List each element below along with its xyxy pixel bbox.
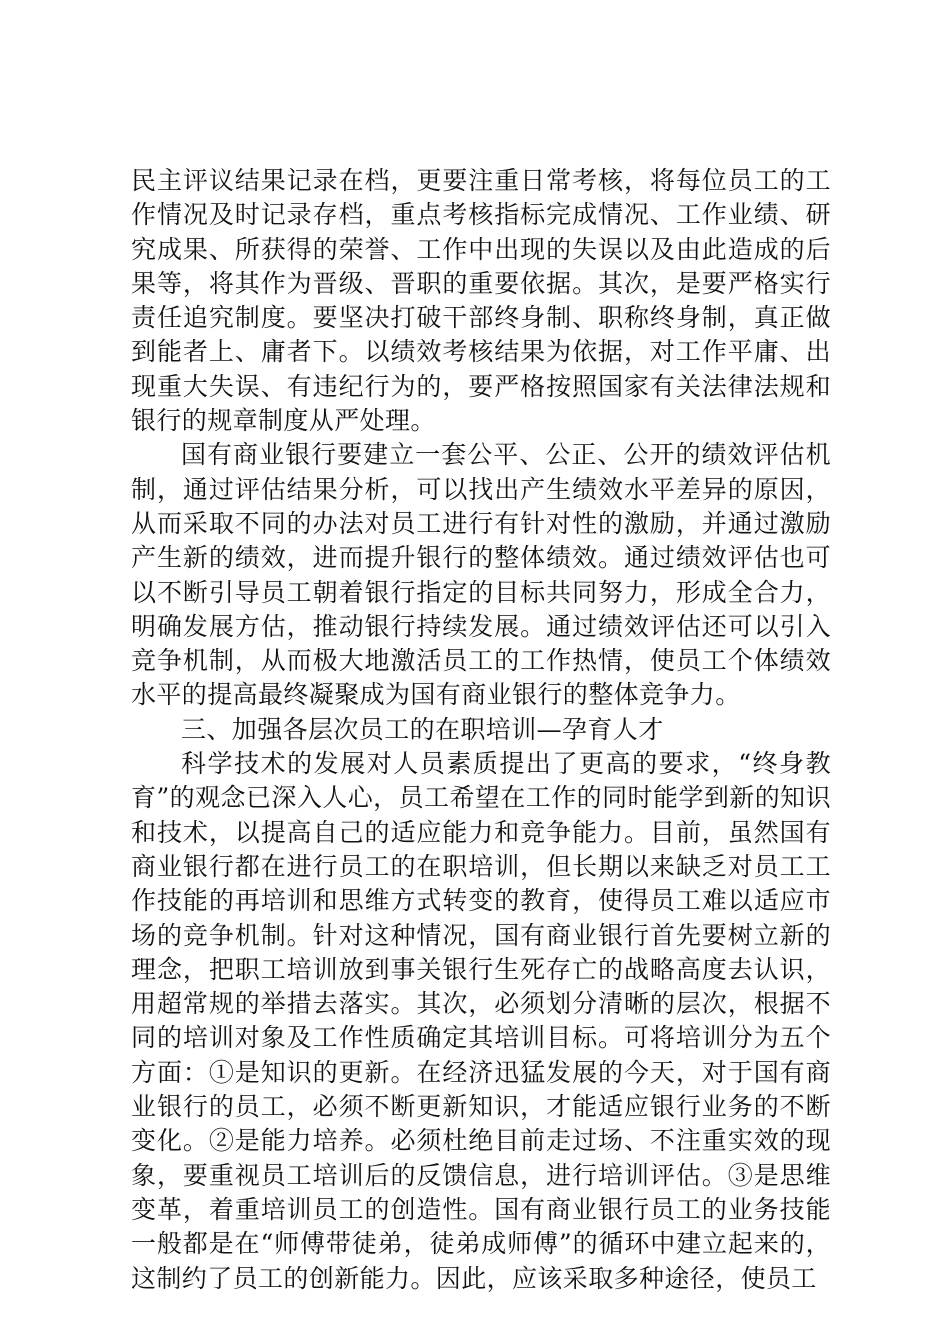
section-heading: 三、加强各层次员工的在职培训—孕育人才 bbox=[181, 714, 664, 744]
document-body bbox=[131, 164, 831, 1296]
paragraph-continuation: 民主评议结果记录在档，更要注重日常考核，将每位员工的工作情况及时记录存档，重点考核指标完成情况、工作业绩、研究成果、所获得的荣誉、工作中出现的失误以及由此造成的后果等，将其作为晋级、晋职的重要依据。其次，是要严格实行责任追究制度。要坚决打破干部终身制、职称终身制，真正做到能者上、庸者下。以绩效考核结果为依据，对工作平庸、出现重大失误、有违纪行为的，要严格按照国家有关法律法规和银行的规章制度从严处理。 bbox=[131, 166, 831, 436]
paragraph-training: 科学技术的发展对人员素质提出了更高的要求，“终身教育”的观念已深入人心，员工希望在工作的同时能学到新的知识和技术，以提高自己的适应能力和竞争能力。目前，虽然国有商业银行都在进行员工的在职培训，但长期以来缺乏对员工工作技能的再培训和思维方式转变的教育，使得员工难以适应市场的竞争机制。针对这种情况，国有商业银行首先要树立新的理念，把职工培训放到事关银行生死存亡的战略高度去认识，用超常规的举措去落实。其次，必须划分清晰的层次，根据不同的培训对象及工作性质确定其培训目标。可将培训分为五个方面：①是知识的更新。在经济迅猛发展的今天，对于国有商业银行的员工，必须不断更新知识，才能适应银行业务的不断变化。②是能力培养。必须杜绝目前走过场、不注重实效的现象，要重视员工培训后的反馈信息，进行培训评估。③是思维变革，着重培训员工的创造性。国有商业银行员工的业务技能一般都是在“师傅带徒弟，徒弟成师傅”的循环中建立起来的，这制约了员工的创新能力。因此，应该采取多种途径，使员工 bbox=[131, 749, 831, 1293]
paragraph-performance-evaluation: 国有商业银行要建立一套公平、公正、公开的绩效评估机制，通过评估结果分析，可以找出产生绩效水平差异的原因，从而采取不同的办法对员工进行有针对性的激励，并通过激励产生新的绩效，进而提升银行的整体绩效。通过绩效评估也可以不断引导员工朝着银行指定的目标共同努力，形成全合力，明确发展方估，推动银行持续发展。通过绩效评估还可以引入竞争机制，从而极大地激活员工的工作热情，使员工个体绩效水平的提高最终凝聚成为国有商业银行的整体竞争力。 bbox=[131, 440, 831, 710]
